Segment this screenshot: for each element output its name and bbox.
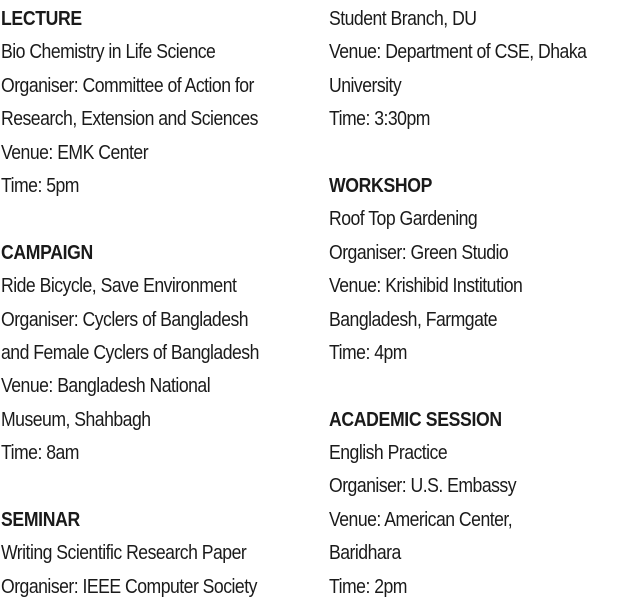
academic-session-organiser: Organiser: U.S. Embassy: [329, 474, 517, 498]
campaign-venue-continued: Museum, Shahbagh: [1, 407, 151, 431]
seminar-venue-continued: University: [329, 73, 402, 97]
campaign-venue: Venue: Bangladesh National: [1, 374, 211, 398]
lecture-organiser-continued: Research, Extension and Sciences: [1, 107, 258, 131]
lecture-venue: Venue: EMK Center: [1, 140, 149, 164]
seminar-time: Time: 3:30pm: [329, 107, 430, 131]
workshop-title: Roof Top Gardening: [329, 207, 478, 231]
seminar-organiser-continued: Student Branch, DU: [329, 7, 477, 30]
campaign-time: Time: 8am: [1, 441, 79, 465]
right-column: [329, 2, 627, 603]
section-spacer: [1, 202, 319, 235]
section-spacer: [1, 469, 319, 502]
left-column: [1, 2, 319, 603]
academic-session-title: English Practice: [329, 441, 448, 465]
seminar-venue: Venue: Department of CSE, Dhaka: [329, 40, 587, 64]
academic-session-listing: [329, 403, 627, 603]
lecture-title: Bio Chemistry in Life Science: [1, 40, 216, 64]
workshop-listing: [329, 169, 627, 369]
seminar-heading: SEMINAR: [1, 507, 80, 531]
seminar-listing: [1, 503, 319, 603]
seminar-title: Writing Scientific Research Paper: [1, 541, 247, 565]
workshop-time: Time: 4pm: [329, 340, 407, 364]
seminar-listing-continued: [329, 2, 627, 136]
lecture-time: Time: 5pm: [1, 173, 79, 197]
workshop-venue-continued: Bangladesh, Farmgate: [329, 307, 498, 331]
campaign-organiser-continued: and Female Cyclers of Bangladesh: [1, 340, 259, 364]
academic-session-heading: ACADEMIC SESSION: [329, 407, 502, 431]
lecture-organiser: Organiser: Committee of Action for: [1, 73, 254, 97]
lecture-heading: LECTURE: [1, 7, 82, 30]
workshop-organiser: Organiser: Green Studio: [329, 240, 509, 264]
workshop-venue: Venue: Krishibid Institution: [329, 274, 523, 298]
campaign-heading: CAMPAIGN: [1, 240, 93, 264]
section-spacer: [329, 136, 627, 169]
campaign-organiser: Organiser: Cyclers of Bangladesh: [1, 307, 249, 331]
lecture-listing: [1, 2, 319, 202]
campaign-title: Ride Bicycle, Save Environment: [1, 274, 237, 298]
campaign-listing: [1, 236, 319, 470]
seminar-organiser: Organiser: IEEE Computer Society: [1, 574, 257, 598]
section-spacer: [329, 369, 627, 402]
academic-session-time: Time: 2pm: [329, 574, 407, 598]
academic-session-venue: Venue: American Center,: [329, 507, 513, 531]
academic-session-venue-continued: Baridhara: [329, 541, 401, 565]
workshop-heading: WORKSHOP: [329, 173, 433, 197]
